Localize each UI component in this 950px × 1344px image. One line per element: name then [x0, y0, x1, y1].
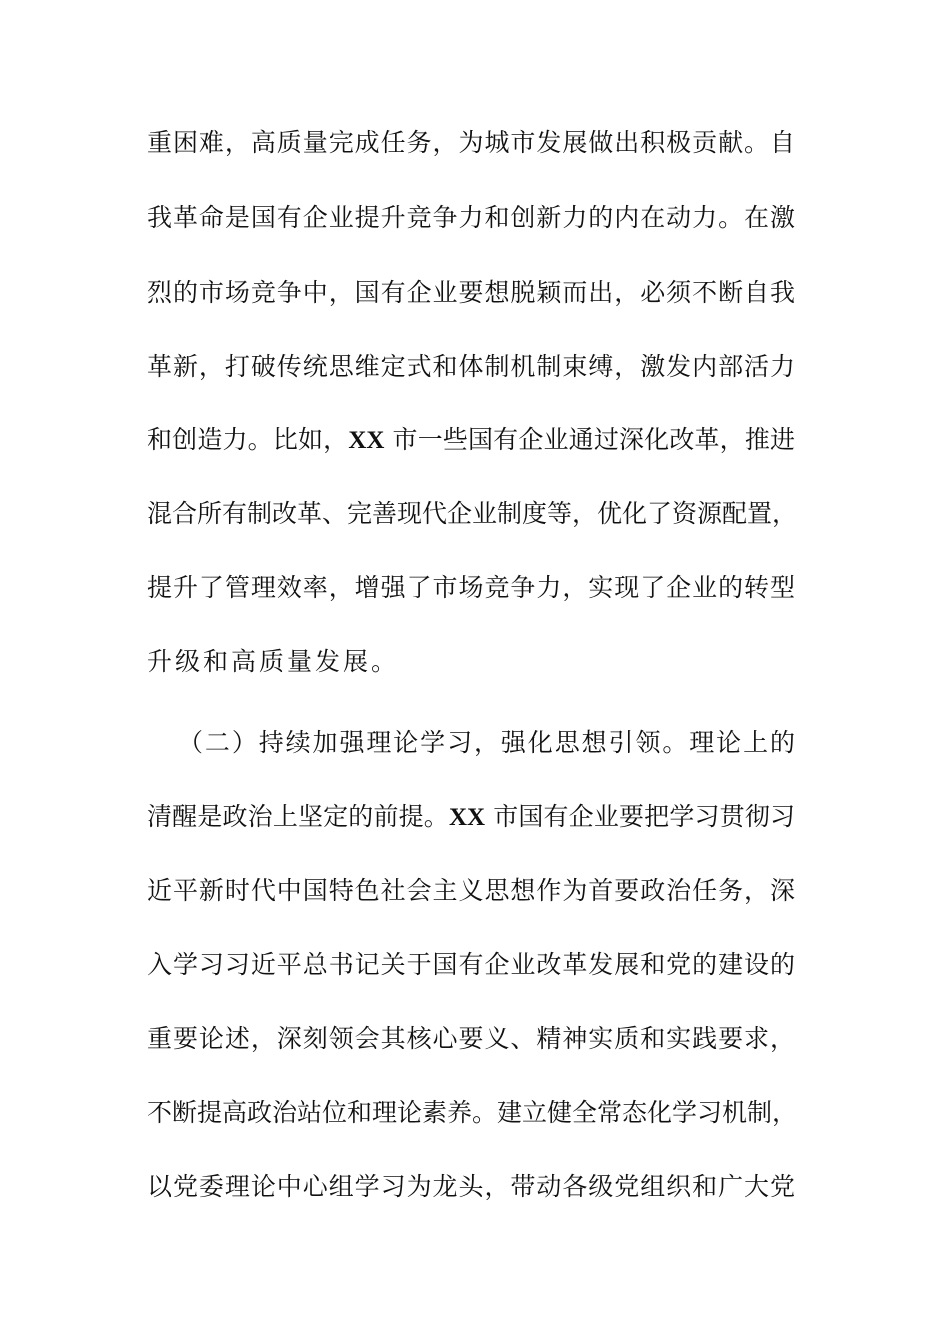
text-line: 不断提高政治站位和理论素养。建立健全常态化学习机制，: [147, 1098, 798, 1127]
text-line: 混合所有制改革、完善现代企业制度等，优化了资源配置，: [147, 499, 798, 528]
text-segment: 市国有企业要把学习贯彻习: [485, 802, 795, 831]
city-placeholder: XX: [348, 427, 385, 454]
text-line: 以党委理论中心组学习为龙头，带动各级党组织和广大党: [147, 1172, 795, 1201]
text-line: 革新，打破传统思维定式和体制机制束缚，激发内部活力: [147, 352, 795, 381]
text-line: [147, 425, 795, 455]
text-line: 升级和高质量发展。: [147, 647, 400, 676]
text-segment: 和创造力。比如，: [147, 425, 349, 454]
text-line: 重要论述，深刻领会其核心要义、精神实质和实践要求，: [147, 1024, 795, 1053]
text-segment: 市一些国有企业通过深化改革，推进: [384, 425, 795, 454]
city-placeholder: XX: [448, 804, 486, 831]
text-line: 我革命是国有企业提升竞争力和创新力的内在动力。在激: [147, 203, 795, 232]
text-line: 重困难，高质量完成任务，为城市发展做出积极贡献。自: [147, 128, 795, 157]
text-line: 入学习习近平总书记关于国有企业改革发展和党的建设的: [147, 950, 795, 979]
text-line: 提升了管理效率，增强了市场竞争力，实现了企业的转型: [147, 573, 795, 602]
text-segment: 清醒是政治上坚定的前提。: [147, 802, 449, 831]
text-line: [147, 802, 795, 832]
text-line: 烈的市场竞争中，国有企业要想脱颖而出，必须不断自我: [147, 278, 795, 307]
text-line: 近平新时代中国特色社会主义思想作为首要政治任务，深: [147, 876, 795, 905]
section-heading-line: （二）持续加强理论学习，强化思想引领。理论上的: [178, 728, 795, 757]
